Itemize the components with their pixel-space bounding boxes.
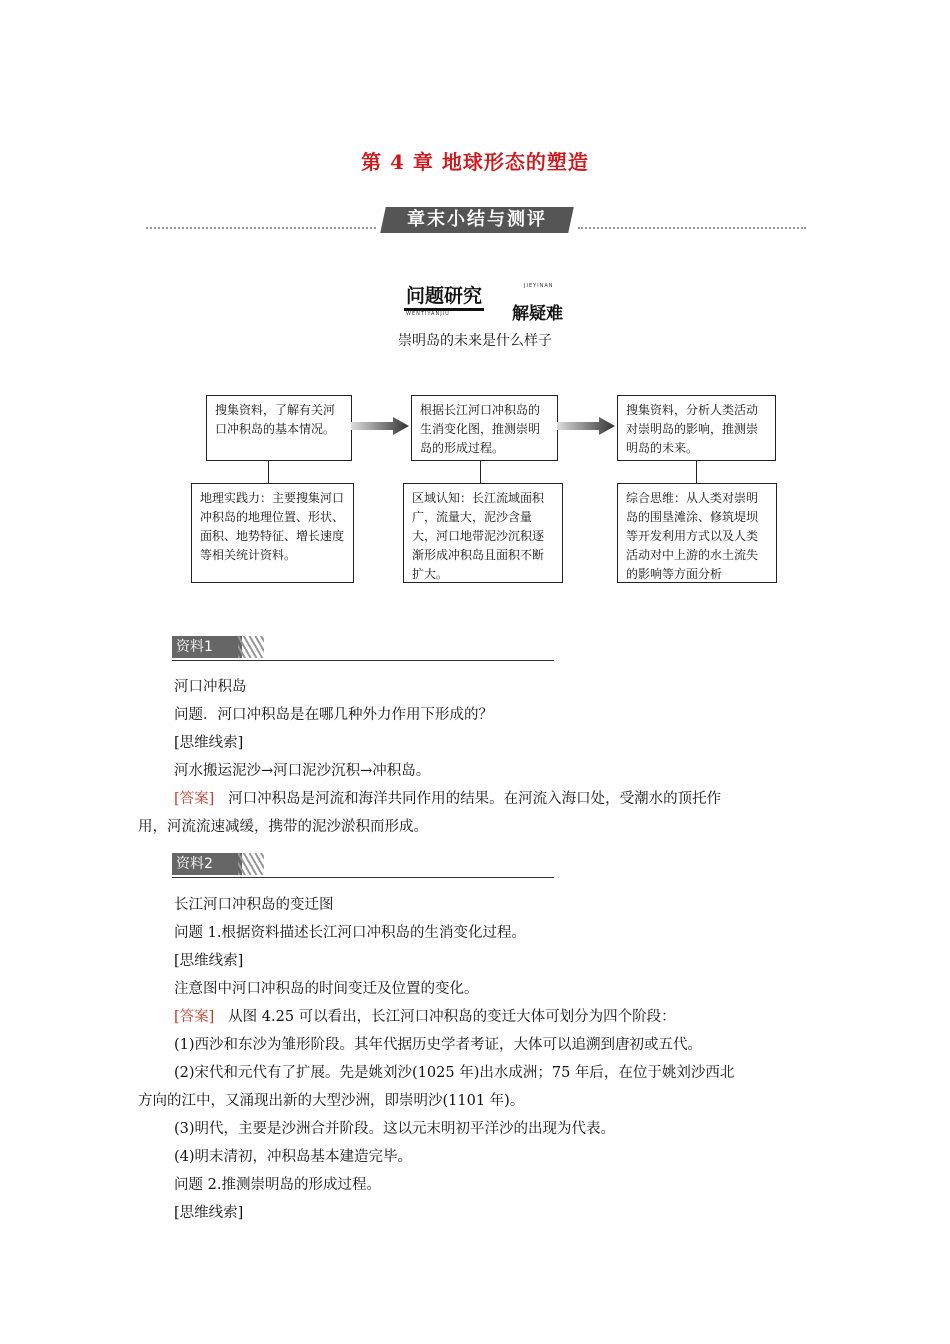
material-2-clue-label-2: [思维线索]	[174, 1205, 244, 1221]
study-subtitle: 崇明岛的未来是什么样子	[398, 333, 552, 349]
material-2-stage-3: (3)明代，主要是沙洲合并阶段。这以元末明初平洋沙的出现为代表。	[174, 1121, 616, 1137]
flow-note-3: 综合思维：从人类对崇明岛的围垦滩涂、修筑堤坝等开发利用方式以及人类活动对中上游的水土流失的影响等方面分析	[617, 483, 777, 583]
badge-main-label: 问题研究	[404, 281, 484, 311]
flow-note-2: 区域认知：长江流域面积广，流量大，泥沙含量大，河口地带泥沙沉积逐渐形成冲积岛且面积不断扩大。	[403, 483, 563, 583]
material-2-header	[172, 853, 554, 878]
material-2-stage-1: (1)西沙和东沙为雏形阶段。其年代据历史学者考证，大体可以追溯到唐初或五代。	[174, 1037, 703, 1053]
material-2-answer-label: [答案]	[174, 1009, 215, 1025]
material-2-clue-1: 注意图中河口冲积岛的时间变迁及位置的变化。	[174, 981, 479, 997]
material-2-question-2: 问题 2.推测崇明岛的形成过程。	[174, 1177, 381, 1193]
dotted-divider-left	[146, 227, 376, 229]
material-1-clue-label: [思维线索]	[174, 735, 244, 751]
material-1-answer	[174, 789, 721, 809]
material-2-title: 长江河口冲积岛的变迁图	[174, 897, 334, 913]
material-1-title: 河口冲积岛	[174, 679, 247, 695]
material-1-answer-text-1: 河口冲积岛是河流和海洋共同作用的结果。在河流入海口处，受潮水的顶托作	[228, 791, 722, 807]
material-1-stripes	[238, 636, 264, 658]
badge-pinyin-top: JIEYINAN	[524, 283, 554, 289]
flow-step-1: 搜集资料，了解有关河口冲积岛的基本情况。	[206, 395, 352, 461]
dotted-divider-right	[578, 227, 806, 229]
flow-step-3: 搜集资料，分析人类活动对崇明岛的影响，推测崇明岛的未来。	[617, 395, 776, 461]
flow-step-2: 根据长江河口冲积岛的生消变化图，推测崇明岛的形成过程。	[411, 395, 558, 461]
problem-research-badge	[404, 281, 582, 324]
badge-sub-label: 解疑难	[512, 304, 563, 324]
material-1-answer-text-2: 用，河流流速减缓，携带的泥沙淤积而形成。	[138, 819, 428, 835]
flow-arrow-2	[557, 417, 617, 435]
material-2-answer	[174, 1007, 676, 1027]
material-2-stage-2a: (2)宋代和元代有了扩展。先是姚刘沙(1025 年)出水成洲；75 年后，在位于姚刘沙西北	[174, 1065, 735, 1081]
section-banner-box	[380, 207, 574, 233]
flow-arrow-1	[351, 417, 411, 435]
material-2-stage-4: (4)明末清初，冲积岛基本建造完毕。	[174, 1149, 413, 1165]
section-banner	[146, 205, 806, 235]
material-2-question-1: 问题 1.根据资料描述长江河口冲积岛的生消变化过程。	[174, 925, 526, 941]
section-banner-label: 章末小结与测评	[407, 209, 547, 230]
material-2-tag: 资料2	[172, 853, 242, 875]
material-1-answer-label: [答案]	[174, 791, 215, 807]
flow-connector-1	[268, 461, 269, 483]
flow-connector-2	[480, 461, 481, 483]
material-1-header	[172, 636, 554, 661]
material-1-question: 问题．河口冲积岛是在哪几种外力作用下形成的？	[174, 707, 493, 723]
material-2-clue-label: [思维线索]	[174, 953, 244, 969]
chapter-title: 第 4 章 地球形态的塑造	[361, 150, 589, 174]
flow-connector-3	[696, 461, 697, 483]
badge-pinyin-bottom: WENTIYANJIU	[406, 311, 450, 317]
material-1-clue: 河水搬运泥沙→河口泥沙沉积→冲积岛。	[174, 763, 431, 779]
material-2-stripes	[238, 853, 264, 875]
material-2-stage-2b: 方向的江中，又涌现出新的大型沙洲，即崇明沙(1101 年)。	[138, 1093, 525, 1109]
material-2-answer-intro: 从图 4.25 可以看出，长江河口冲积岛的变迁大体可划分为四个阶段：	[228, 1009, 676, 1025]
material-1-tag: 资料1	[172, 636, 242, 658]
flow-note-1: 地理实践力：主要搜集河口冲积岛的地理位置、形状、面积、地势特征、增长速度等相关统计资料。	[191, 483, 354, 583]
